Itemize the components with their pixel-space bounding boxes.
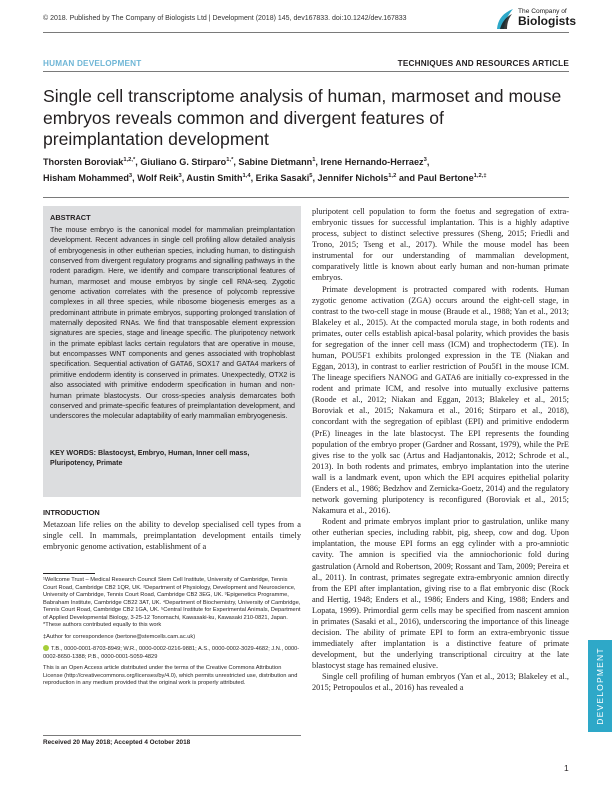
orcid-list[interactable] [43, 645, 301, 661]
author-name: Giuliano G. Stirparo [140, 157, 227, 168]
side-tab-label: DEVELOPMENT [595, 647, 605, 725]
body-right-column [312, 206, 569, 693]
author-name: Sabine Dietmann [238, 157, 313, 168]
logo-text-line2: Biologists [518, 14, 577, 28]
author-name: Irene Hernando-Herraez [320, 157, 424, 168]
license-text: This is an Open Access article distributed under the terms of the Creative Commons Attribution License (http://creativecommons.org/licenses/by/4.0), which permits unrestricted use, distribution and reproduction in any medium provided that the original work is properly attributed. [43, 665, 298, 686]
author-name: Wolf Reik [137, 172, 179, 183]
received-dates: Received 20 May 2018; Accepted 4 October 2018 [43, 739, 191, 746]
authors-divider [43, 197, 569, 198]
author-name: Jennifer Nichols [317, 172, 389, 183]
author-affiliation-marker: 1,* [226, 157, 234, 163]
publisher-logo[interactable] [494, 7, 577, 33]
abstract-heading: ABSTRACT [50, 213, 91, 222]
introduction-heading: INTRODUCTION [43, 508, 100, 517]
author-affiliation-marker: 1,2 [388, 172, 397, 179]
article-title: Single cell transcriptome analysis of human, marmoset and mouse embryos reveals common and divergent features of preimplantation development [43, 86, 562, 149]
author-list: Thorsten Boroviak$^{1,2,*}$, Giuliano G. Stirparo$^{1,*}$, Sabine Dietmann$^1$, Irene Hernando-Herraez$^3$, Hisham Mohammed$^3$, Wolf Reik$^3$, Austin Smith$^{1,4}$, Erika Sasaki$^5$, Jennifer Nichols$^{1,2}$ and Paul Bertone$^{1,2,\ddagger}$ [43, 157, 487, 183]
correspondence-note[interactable]: ‡Author for correspondence (bertone@stemcells.cam.ac.uk) [43, 633, 196, 640]
abstract-box [43, 206, 301, 497]
author-affiliation-marker: 1,2,‡ [473, 172, 487, 179]
header-divider [43, 32, 569, 33]
body-paragraph: pluripotent cell population to form the foetus and segregation of extra-embryonic tissues for successful implantation. This is a highly adaptive process, subject to distinct selective pressures (Sheng, 2015; Friedli and Trono, 2015; Tseng et al., 2017). While the mouse model has been instrumental for our understanding of mammalian development, comparatively little is known about early human and non-human primate embryos. [312, 207, 569, 283]
author-name: Erika Sasaki [255, 172, 310, 183]
author-affiliation-marker: 1,2,* [123, 157, 136, 163]
article-type: TECHNIQUES AND RESOURCES ARTICLE [397, 59, 569, 68]
author-affiliation-marker: 5 [309, 172, 313, 179]
introduction-text: Metazoan life relies on the ability to develop specialised cell types from a single cell. In mammals, preimplantation development entails timely embryonic genome activation, establishment of a [43, 520, 301, 552]
keywords: KEY WORDS: Blastocyst, Embryo, Human, Inner cell mass, Pluripotency, Primate [50, 449, 250, 468]
section-divider [43, 71, 569, 72]
author-affiliation-marker: 3 [423, 157, 427, 163]
page-number: 1 [564, 763, 569, 773]
author-affiliation-marker: 1 [312, 157, 316, 163]
received-divider [43, 735, 301, 736]
publisher-logo-icon [494, 7, 516, 31]
affiliations: ¹Wellcome Trust – Medical Research Council Stem Cell Institute, University of Cambridge, Tennis Court Road, Cambridge CB2 1QR, UK. ²Department of Physiology, Development and Neuroscience, University of Cambridge, Tennis Court Road, Cambridge CB2 3EG, UK. ³Epigenetics Programme, Babraham Institute, Cambridge CB22 3AT, UK. ⁴Department of Biochemistry, University of Cambridge, Tennis Court Road, Cambridge CB2 1GA, UK. ⁵Central Institute for Experimental Animals, Department of Applied Developmental Biology, 3-25-12 Tonomachi, Kawasaki-ku, Kawasaki 210-0821, Japan. [43, 577, 301, 621]
author-affiliation-marker: 3 [128, 172, 133, 179]
journal-side-tab [588, 640, 612, 732]
footnote-divider [43, 573, 95, 574]
author-name: Thorsten Boroviak [43, 157, 124, 168]
author-affiliation-marker: 3 [178, 172, 182, 179]
orcid-text: T.B., 0000-0001-8703-8949; W.R., 0000-0002-0216-9881; A.S., 0000-0002-3029-4682; J.N., 0000-0002-8650-1388; P.B., 0000-0001-5059-4829 [43, 646, 300, 660]
body-paragraph: Primate development is protracted compared with rodents. Human zygotic genome activation (ZGA) occurs around the eight-cell stage, in contrast to the two-cell stage in mouse (Braude et al., 1988; Yan et al., 2013; Blakeley et al., 2015). At the compacted morula stage, in both rodents and primates, outer cells establish apical-basal polarity, which provides the basis for segregation of the inner cell mass (ICM) and trophectoderm (TE). In human, POU5F1 exhibits prolonged expression in the TE (Niakan and Eggan, 2013), in contrast to earlier restriction of Pou5f1 in the mouse ICM. The lineage specifiers NANOG and GATA6 are initially co-expressed in the rodent and primate ICM, and resolve into mutually exclusive patterns (Roode et al., 2012; Niakan and Eggan, 2013; Blakeley et al., 2015; Boroviak et al., 2015; Nakamura et al., 2016; Stirparo et al., 2018), concordant with the segregation of epiblast (EPI) and primitive endoderm (PrE) lineages in the late blastocyst. The EPI represents the founding population of the embryo proper (Gardner and Rossant, 1979), while the PrE gives rise to the yolk sac (Artus and Hadjantonakis, 2012; Schrode et al., 2013). In both rodents and primates, embryo implantation into the uterine wall is a landmark event, upon which the EPI acquires epithelial polarity (Enders et al., 1986; Bedzhov and Zernicka-Goetz, 2014) and the regulatory network governing pluripotency is reconfigured (Boroviak et al., 2015; Nakamura et al., 2016). [312, 284, 569, 516]
footnotes [43, 577, 301, 688]
copyright-line: © 2018. Published by The Company of Biologists Ltd | Development (2018) 145, dev167833. doi:10.1242/dev.167833 [43, 15, 407, 22]
logo-text-line1: The Company of [518, 8, 567, 15]
author-name: Paul Bertone [417, 172, 474, 183]
orcid-icon [43, 645, 49, 651]
section-label: HUMAN DEVELOPMENT [43, 59, 142, 68]
author-name: Hisham Mohammed [43, 172, 129, 183]
author-affiliation-marker: 1,4 [242, 172, 251, 179]
body-paragraph: Rodent and primate embryos implant prior to gastrulation, unlike many other eutherian species, including rabbit, pig, sheep, cow and dog. Upon implantation, the mouse EPI forms an egg cylinder with a pro-amniotic cavity. The amnion is specified via the amniochorionic fold during gastrulation (Arnold and Robertson, 2009; Rossant and Tam, 2009; Pereira et al., 2011). In contrast, primates segregate extra-embryonic amnion directly from the EPI after implantation, giving rise to a flat embryonic disc (Rock and Hertig, 1948; Enders et al., 1986; Enders and King, 1988; Enders and Lopata, 1999). Primordial germ cells may be specified from nascent amnion in primates (Sasaki et al., 2016), underscoring the importance of this lineage decision. The ability of primate EPI to form an extra-embryonic tissue immediately after implantation is a distinctive feature of primate development, but the underlying transcriptional circuitry at the late blastocyst stage has remained elusive. [312, 517, 569, 671]
equal-contribution-note: *These authors contributed equally to this work [43, 622, 162, 628]
abstract-text: The mouse embryo is the canonical model for mammalian preimplantation development. Recent advances in single cell profiling allow detailed analysis of embryogenesis in other eutherian species, including human, to distinguish conserved from divergent regulatory programs and signalling pathways in the rodent paradigm. Here, we identify and compare transcriptional features of human, marmoset and mouse embryos by single cell RNA-seq. Zygotic genome activation correlates with the presence of polycomb repressive complexes in all three species, while ribosome biogenesis emerges as a predominant attribute in primate embryos, supporting prolonged translation of maternally deposited RNAs. We find that transposable element expression signatures are species, stage and lineage specific. The pluripotency network in the primate epiblast lacks certain regulators that are operative in mouse, but encompasses WNT components and genes associated with trophoblast specification. Sequential activation of GATA6, SOX17 and GATA4 markers of primitive endoderm identity is conserved in primates. Unexpectedly, OTX2 is also associated with primitive endoderm specification in human and non-human primate blastocysts. Our cross-species analysis demarcates both conserved and primate-specific features of preimplantation development, and underscores the molecular adaptability of early mammalian embryogenesis. [50, 226, 295, 421]
author-name: Austin Smith [186, 172, 243, 183]
body-paragraph: Single cell profiling of human embryos (Yan et al., 2013; Blakeley et al., 2015; Petropoulos et al., 2016) has revealed a [312, 672, 569, 693]
